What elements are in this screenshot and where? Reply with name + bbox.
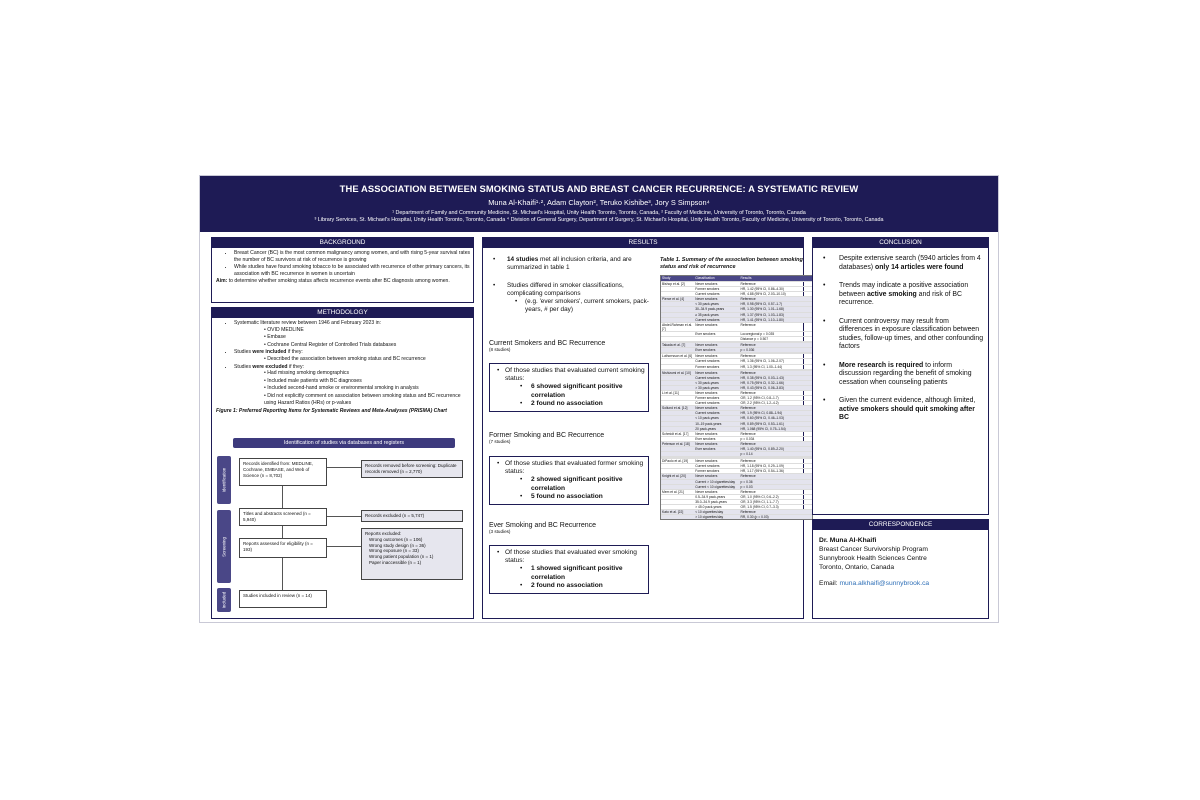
table-cell: Kato et al. [22] — [661, 510, 694, 515]
results-intro — [487, 256, 653, 314]
table-cell: Never smokers — [694, 354, 739, 359]
section-title: CORRESPONDENCE — [813, 520, 988, 530]
figure-caption: Figure 1: Preferred Reporting Items for Systematic Reviews and Meta-Analyses (PRISMA) Chart — [216, 408, 447, 415]
table-cell: Ever smokers — [694, 331, 739, 336]
background-section — [211, 237, 474, 303]
table-cell: Reference — [740, 441, 812, 446]
table-cell: HR, 0.75 (95% CI, 0.32–1.66) — [740, 380, 812, 385]
current-smokers-box — [489, 363, 649, 412]
table-cell: OR, 1.5 (95% CI, 0.7–3.3) — [740, 505, 812, 510]
study-count: 14 studies — [507, 256, 539, 263]
stage-label: Identification — [221, 467, 227, 493]
conclusion-text: Current controversy may result from differences in exposure classification between studies, follow-up times, and other confounding factors — [839, 317, 984, 350]
table-cell: 30–34.9 pack-years — [694, 307, 739, 312]
database-item: • Embase — [264, 334, 473, 341]
table-cell: HR, 0.60 (95% CI, 0.46–1.03) — [740, 416, 812, 421]
contact-city: Toronto, Ontario, Canada — [819, 564, 895, 571]
table-body — [661, 282, 812, 520]
conclusion-bold: only 14 articles were found — [875, 263, 964, 271]
ever-smoking-box — [489, 545, 649, 594]
table-cell: Current smokers — [694, 464, 739, 469]
prisma-header: Identification of studies via databases and registers — [233, 438, 455, 448]
section-title: CONCLUSION — [813, 238, 988, 248]
section-title: BACKGROUND — [212, 238, 473, 248]
former-smoking-box — [489, 456, 649, 505]
table-cell: DiPaolo et al. [19] — [661, 459, 694, 464]
table-cell: Reference — [740, 282, 812, 287]
conclusion-text: Despite extensive search (5940 articles from 4 databases) — [839, 255, 981, 271]
table-cell: Never smokers — [694, 370, 739, 375]
conclusion-list — [813, 255, 988, 423]
table-cell: HR, 0.98 (95% CI, 0.57–1.7) — [740, 302, 812, 307]
table-cell: Reference — [740, 459, 812, 464]
table-cell: Never smokers — [694, 441, 739, 446]
reason-item: Wrong exposure (n = 33) — [369, 548, 419, 554]
subsection-title: Ever Smoking and BC Recurrence — [489, 522, 596, 529]
table-cell: Knight et al. [20] — [661, 474, 694, 479]
table-cell: Never smokers — [694, 282, 739, 287]
table-cell: Reference — [740, 489, 812, 494]
table-cell: HR, 1.30 (95% CI, 1.01–1.68) — [740, 307, 812, 312]
table-cell: p = 0.36 — [740, 479, 812, 484]
exclusion-list — [234, 370, 473, 406]
subsection-title: Current Smokers and BC Recurrence — [489, 340, 606, 347]
table-cell: Reference — [740, 510, 812, 515]
background-list — [212, 250, 473, 277]
flow-arrow — [282, 558, 283, 590]
records-excluded-box: Records excluded (n = 5,747) — [361, 510, 463, 522]
table-cell: 10–19 pack-years — [694, 421, 739, 426]
table-cell: HR, 0.43 (95% CI, 0.06–3.83) — [740, 385, 812, 390]
table-cell: 0.5–34.9 pack-years — [694, 494, 739, 499]
table-cell: Current smokers — [694, 401, 739, 406]
table-cell: Former smokers — [694, 287, 739, 292]
table-cell: OR, 1.0 (95% CI, 0.6–2.2) — [740, 494, 812, 499]
methodology-list — [212, 320, 473, 406]
conclusion-bold: active smoking — [866, 290, 917, 298]
subsection-count: (8 studies) — [489, 347, 511, 352]
table-cell: HR, 1.18 (95% CI, 0.29–1.09) — [740, 464, 812, 469]
stage-identification — [217, 456, 231, 504]
list-item — [234, 364, 473, 407]
table-cell: Reference — [740, 370, 812, 375]
list-item — [813, 318, 988, 352]
table-cell: Reference — [740, 343, 812, 348]
subsection-count: (7 studies) — [489, 439, 511, 444]
table-cell: HR, 1.17 (95% CI, 0.54–1.36) — [740, 469, 812, 474]
table-cell: HR, 0.38 (95% CI, 0.03–1.43) — [740, 375, 812, 380]
table-cell: Current > 10 cigarettes/day — [694, 479, 739, 484]
exclusion-bold: were excluded — [252, 363, 288, 370]
section-title: RESULTS — [483, 238, 803, 248]
poster — [199, 175, 999, 623]
table-cell: RR, 0.30 (p = 0.03) — [740, 515, 812, 520]
author-list: Muna Al-Khaifi¹·², Adam Clayton², Teruko Kishibe³, Jory S Simpson⁴ — [488, 198, 710, 207]
table-cell: Current smokers — [694, 292, 739, 297]
conclusion-text: to inform discussion regarding the benefit of smoking cessation when counseling patients — [839, 361, 972, 386]
table-cell: ≥ 35 pack-years — [694, 312, 739, 317]
list-item — [813, 255, 988, 272]
titles-screened-box: Titles and abstracts screened (n = 5,940) — [239, 508, 327, 526]
table-cell: HR, 1.36 (95% CI, 1.06–2.07) — [740, 359, 812, 364]
search-period: Systematic literature review between 1946 and February 2023 in: — [234, 320, 381, 326]
section-title: METHODOLOGY — [212, 308, 473, 318]
table-row — [661, 322, 812, 331]
finding-point: • 6 showed significant positive correlation — [493, 383, 646, 399]
table-cell: HR, 1.37 (95% CI, 1.03–1.83) — [740, 312, 812, 317]
database-item: • Cochrane Central Register of Controlled Trials databases — [264, 342, 473, 349]
finding-point: • 2 showed significant positive correlation — [493, 476, 646, 492]
table-cell: < 30 pack-years — [694, 302, 739, 307]
table-cell: Bishop et al. [2] — [661, 282, 694, 287]
table-cell: 20 pack-years — [694, 426, 739, 431]
summary-table — [660, 275, 813, 520]
reason-item: Paper inaccessible (n = 1) — [369, 559, 422, 565]
studies-included-box: Studies included in review (n = 14) — [239, 590, 327, 608]
table-cell: p = 0.036 — [740, 348, 812, 353]
table-cell: HR, 1.41 (95% CI, 1.10–1.80) — [740, 317, 812, 322]
table-cell: Ever smokers — [694, 436, 739, 441]
table-cell: Former smokers — [694, 364, 739, 369]
table-cell: Reference — [740, 406, 812, 411]
table-cell: Former smokers — [694, 469, 739, 474]
table-cell: HR, 1.40 (95% CI, 0.89–2.20) — [740, 447, 812, 452]
correspondence-section — [812, 519, 989, 619]
inclusion-bold: were included — [252, 349, 287, 356]
table-cell: Sollund et al. [12] — [661, 406, 694, 411]
aim-text: to determine whether smoking status affects recurrence events after BC diagnosis among women. — [227, 278, 450, 285]
flow-arrow — [327, 467, 361, 468]
conclusion-text: Trends may indicate a positive association between — [839, 282, 969, 298]
table-cell: Never smokers — [694, 431, 739, 436]
conclusion-text: Given the current evidence, although limited, — [839, 397, 976, 404]
aim-statement — [216, 278, 473, 285]
records-removed-box: Records removed before screening: Duplicate records removed (n = 2,770) — [361, 460, 463, 478]
reports-assessed-box: Reports assessed for eligibility (n = 193) — [239, 538, 327, 558]
table-cell: HR, 1.9 (95% CI, 0.88–1.94) — [740, 411, 812, 416]
subsection-count: (3 studies) — [489, 529, 511, 534]
table-cell: Never smokers — [694, 474, 739, 479]
table-cell: Reference — [740, 322, 812, 331]
contact-details — [813, 530, 988, 594]
reason-item: Wrong study design (n = 36) — [369, 542, 426, 548]
table-caption: Table 1. Summary of the association between smoking status and risk of recurrence — [660, 257, 803, 270]
table-cell: > 30 pack-years — [694, 385, 739, 390]
database-item: • OVID MEDLINE — [264, 327, 473, 334]
criteria-item: • Described the association between smoking status and BC recurrence — [264, 356, 473, 363]
column-header: Classification — [694, 276, 739, 282]
finding-point: • 5 found no association — [493, 493, 646, 501]
table-cell: Reference — [740, 390, 812, 395]
table-cell: Reference — [740, 474, 812, 479]
affiliations — [200, 210, 998, 224]
table-cell: Former smokers — [694, 396, 739, 401]
table-cell: Reference — [740, 354, 812, 359]
table-cell: p = 0.03 — [740, 484, 812, 489]
list-item — [813, 397, 988, 423]
results-point-text: Studies differed in smoker classifications, complicating comparisons — [507, 282, 624, 297]
flow-arrow — [282, 486, 283, 508]
reports-excluded-box — [361, 528, 463, 580]
table-cell: HR, 4.88 (95% CI, 2.03–10.10) — [740, 292, 812, 297]
finding-lead: • Of those studies that evaluated former smoking status: — [493, 460, 646, 476]
contact-centre: Sunnybrook Health Sciences Centre — [819, 555, 927, 562]
former-smoking-heading — [483, 432, 655, 444]
criteria-item: • Did not explicitly comment on association between smoking status and BC recurrence using Hazard Ratios (HRs) or p-values — [264, 393, 473, 406]
table-cell: Never smokers — [694, 406, 739, 411]
table-cell: 35.0–34.9 pack-years — [694, 499, 739, 504]
table-cell: Never smokers — [694, 489, 739, 494]
current-smokers-heading — [483, 340, 655, 352]
table-cell: OR, 1.2 (95% CI, 0.8–1.7) — [740, 396, 812, 401]
table-cell: Takada et al. [7] — [661, 343, 694, 348]
table-cell: Distance p = 0.507 — [740, 337, 812, 342]
table-cell: > 45.0 pack-years — [694, 505, 739, 510]
list-item — [234, 349, 473, 362]
table-cell: Ever smokers — [694, 348, 739, 353]
affiliation-line: ³ Library Services, St. Michael's Hospital, Unity Health Toronto, Toronto, Canada ⁴ Division of General Surgery, Department of Surgery, St. Michael's Hospital, Unity Health Toronto, Faculty of Medicine, University of Toronto, Toronto, Canada — [314, 217, 884, 223]
list-item — [234, 320, 473, 348]
criteria-item: • Included second-hand smoke or environmental smoking in analysis — [264, 385, 473, 392]
table-cell: Current smokers — [694, 411, 739, 416]
table-cell: p = 0.034 — [740, 436, 812, 441]
conclusion-section — [812, 237, 989, 515]
table-cell: Ever smokers — [694, 447, 739, 452]
exclusion-suffix: if they: — [287, 363, 304, 370]
table-cell: Never smokers — [694, 343, 739, 348]
table-cell: HR, 1.3 (95% CI, 1.00–1.44) — [740, 364, 812, 369]
finding-point: • 1 showed significant positive correlation — [493, 565, 646, 581]
conclusion-bold: More research is required — [839, 361, 924, 369]
inclusion-prefix: Studies — [234, 349, 253, 356]
table-cell — [661, 515, 694, 520]
table-cell: Never smokers — [694, 459, 739, 464]
criteria-item: • Included male patients with BC diagnoses — [264, 378, 473, 385]
finding-point: • 2 found no association — [493, 582, 646, 590]
conclusion-text: and risk of BC recurrence. — [839, 290, 962, 306]
affiliation-line: ¹ Department of Family and Community Medicine, St. Michael's Hospital, Unity Health Toronto, Toronto, Canada, ² Faculty of Medicine, University of Toronto, Toronto, Canada — [392, 210, 806, 216]
table-cell: HR, 1.068 (95% CI, 0.75–1.54) — [740, 426, 812, 431]
ever-smoking-heading — [483, 522, 655, 534]
table-cell: Current smokers — [694, 317, 739, 322]
table-cell: Never smokers — [694, 297, 739, 302]
table-cell: > 10 cigarettes/day — [694, 515, 739, 520]
table-cell: p = 0.14 — [740, 452, 812, 457]
finding-lead: • Of those studies that evaluated ever smoking status: — [493, 549, 646, 565]
prisma-chart — [217, 438, 472, 613]
results-point: • 14 studies met all inclusion criteria, and are summarized in table 1 — [493, 256, 632, 271]
table-cell: HR, 1.42 (95% CI, 0.86–4.30) — [740, 287, 812, 292]
table-cell: Locoregional p = 0.035 — [740, 331, 812, 336]
table-cell: Current < 10 cigarettes/day — [694, 484, 739, 489]
contact-email-line — [819, 579, 982, 588]
table-cell: Pierce et al. [4] — [661, 297, 694, 302]
list-item — [813, 362, 988, 388]
results-subpoint-text: (e.g. 'ever smokers', current smokers, pack-years, # per day) — [525, 298, 649, 313]
list-item — [813, 282, 988, 308]
table-cell: Reference — [740, 297, 812, 302]
table-cell: Luthorrsson et al. [6] — [661, 354, 694, 359]
poster-title: THE ASSOCIATION BETWEEN SMOKING STATUS AND BREAST CANCER RECURRENCE: A SYSTEMATIC REVIEW — [339, 183, 859, 194]
results-point-text: met all inclusion criteria, and are summarized in table 1 — [507, 256, 632, 271]
table-cell: Never smokers — [694, 390, 739, 395]
flow-arrow — [327, 516, 361, 517]
reports-excluded-title: Reports excluded: — [365, 531, 402, 536]
stage-label: Included — [221, 591, 227, 609]
table-cell: < 10 pack-years — [694, 416, 739, 421]
results-point: • Studies differed in smoker classifications, complicating comparisons — [493, 282, 624, 297]
reason-item: Wrong patient population (n = 1) — [369, 554, 434, 560]
table-cell: Abdel-Rahman et al. [7] — [661, 322, 694, 331]
finding-lead: • Of those studies that evaluated current smoking status: — [493, 367, 646, 383]
table-cell: < 10 cigarettes/day — [694, 510, 739, 515]
list-item: • While studies have found smoking tobacco to be associated with recurrence of other primary cancers, its association with BC recurrence in women is uncertain — [234, 264, 473, 277]
conclusion-bold: active smokers should quit smoking after BC — [839, 405, 975, 421]
stage-screening — [217, 510, 231, 583]
records-identified-box: Records identified from: MEDLINE, Cochrane, EMBASE, and Web of Science (n = 8,702) — [239, 458, 327, 486]
table-cell: Li et al. [11] — [661, 390, 694, 395]
email-label: Email: — [819, 580, 840, 587]
results-section — [482, 237, 804, 619]
email-link[interactable]: muna.alkhaifi@sunnybrook.ca — [839, 580, 930, 587]
flow-arrow — [327, 546, 361, 547]
contact-name: Dr. Muna Al-Khaifi — [819, 537, 877, 544]
poster-header — [200, 176, 998, 232]
table-cell: HR, 0.89 (95% CI, 0.53–1.61) — [740, 421, 812, 426]
exclusion-prefix: Studies — [234, 363, 253, 370]
table-cell: Never smokers — [694, 322, 739, 331]
stage-included — [217, 588, 231, 612]
table-cell: Current smokers — [694, 375, 739, 380]
column-header: Study — [661, 276, 694, 282]
contact-program: Breast Cancer Survivorship Program — [819, 546, 928, 553]
stage-label: Screening — [221, 536, 227, 557]
table-cell: < 30 pack-years — [694, 380, 739, 385]
table-cell: Reference — [740, 431, 812, 436]
table-cell: Mem et al. [21] — [661, 489, 694, 494]
finding-point: • 2 found no association — [493, 400, 646, 408]
table-cell: Schmidt et al. [17] — [661, 431, 694, 436]
aim-label: Aim: — [216, 278, 228, 285]
table-cell: Current smokers — [694, 359, 739, 364]
flow-arrow — [282, 526, 283, 538]
table-cell: Nishizumi et al. [10] — [661, 370, 694, 375]
subsection-title: Former Smoking and BC Recurrence — [489, 432, 605, 439]
results-subpoint: • (e.g. 'ever smokers', current smokers, pack-years, # per day) — [515, 298, 649, 313]
column-header: Results — [740, 276, 812, 282]
reason-item: Wrong outcomes (n = 106) — [369, 536, 423, 542]
database-list — [234, 327, 473, 349]
table-cell: OR, 3.3 (95% CI, 1.1–7.7) — [740, 499, 812, 504]
list-item: • Breast Cancer (BC) is the most common malignancy among women, and with rising 5-year survival rates the number of BC survivors at risk of recurrence is growing — [234, 250, 473, 263]
table-cell: OR, 2.2 (95% CI, 1.2–4.2) — [740, 401, 812, 406]
criteria-item: • Had missing smoking demographics — [264, 370, 473, 377]
inclusion-suffix: if they: — [286, 349, 303, 356]
table-cell: Peterson et al. [18] — [661, 441, 694, 446]
inclusion-list — [234, 356, 473, 363]
table-row — [661, 515, 812, 520]
